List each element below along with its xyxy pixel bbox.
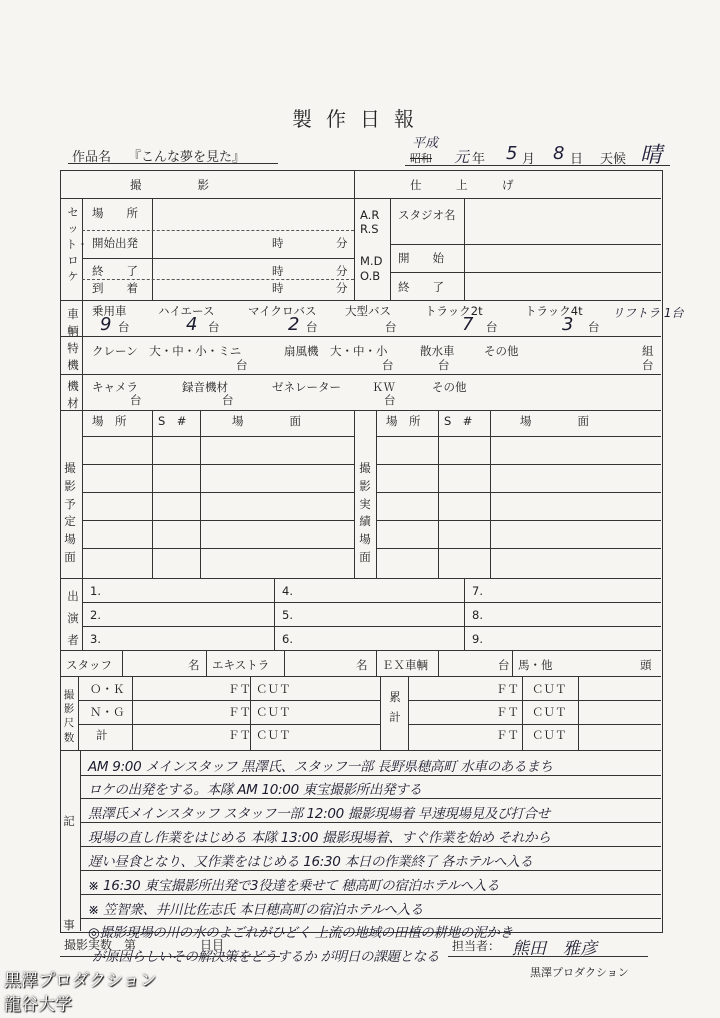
arrive-label: 到 着 — [92, 281, 138, 295]
weather-label: 天候 — [600, 152, 627, 167]
footage-label: 撮影尺数 — [63, 689, 75, 744]
cast-slot-4: 4. — [282, 584, 293, 598]
special-count-unit: 台 — [642, 358, 654, 372]
cast-slot-8: 8. — [472, 608, 483, 622]
truck4-count: 3 — [562, 314, 574, 335]
note-line: が原因らしいその解決策をどうするか が明日の課題となる — [92, 949, 440, 965]
note-line: ◎撮影現場の川の水のよごれがひどく 上流の地域の田植の耕地の泥かき — [88, 925, 513, 941]
kw-unit: 台 — [384, 393, 396, 407]
planned-scene-number-header: S # — [158, 414, 187, 428]
total-cut-unit: ＣＵＴ — [256, 728, 291, 742]
actual-scene-number-header: S # — [444, 414, 473, 428]
era-printed: 昭和 — [410, 152, 432, 165]
fan-label: 扇風機 大・中・小 — [284, 344, 388, 358]
weather-value: 晴 — [640, 143, 663, 168]
shoot-header: 撮 影 — [130, 178, 211, 192]
truck4-label: トラック4t — [525, 304, 583, 318]
note-line: AM 9:00 メインスタッフ 黒澤氏、スタッフ一部 長野県穂高町 水車のあるまち — [88, 759, 553, 775]
ng-label: Ｎ・Ｇ — [90, 705, 125, 719]
cast-slot-1: 1. — [90, 584, 101, 598]
cast-slot-9: 9. — [472, 632, 483, 646]
report-title: 製作日報 — [292, 107, 428, 131]
extra-unit: 名 — [356, 658, 368, 672]
passenger-unit: 台 — [118, 320, 130, 334]
actual-place-header: 場 所 — [386, 414, 421, 428]
horse-label: 馬・他 — [518, 658, 553, 672]
kw-label: ＫＷ — [372, 380, 395, 394]
sprinkler-unit: 台 — [438, 358, 450, 372]
truck4-unit: 台 — [588, 320, 600, 334]
studio-label: スタジオ名 — [398, 208, 456, 222]
hiace-unit: 台 — [208, 320, 220, 334]
end-label: 終 了 — [92, 264, 138, 278]
work-name: 『こんな夢を見た』 — [128, 150, 246, 165]
planned-scenes-label: 撮影予定場面 — [64, 461, 76, 565]
rs-label: R.S — [360, 222, 379, 236]
cast-slot-5: 5. — [282, 608, 293, 622]
depart-min-unit: 分 — [336, 236, 348, 250]
footage-total-label: 計 — [96, 728, 108, 742]
era-handwritten: 平成 — [412, 136, 439, 151]
camera-unit: 台 — [130, 393, 142, 407]
vehicles-label: 車輌 — [67, 307, 79, 338]
special-label: 特機 — [67, 341, 79, 372]
note-line: ※ 笠智衆、井川比佐志氏 本日穂高町の宿泊ホテルへ入る — [88, 902, 424, 918]
day-unit: 日 — [570, 152, 584, 167]
cast-slot-3: 3. — [90, 632, 101, 646]
fan-unit: 台 — [382, 358, 394, 372]
hiace-label: ハイエース — [158, 304, 215, 318]
ar-label: A.R — [360, 208, 380, 222]
charge-name: 熊田 雅彦 — [512, 939, 597, 959]
note-line: 現場の直し作業をはじめる 本隊 13:00 撮影現場着、すぐ作業を始め それから — [88, 830, 551, 846]
end-hour-unit: 時 — [272, 264, 284, 278]
finish-end-label: 終 了 — [398, 280, 444, 294]
equipment-other-label: その他 — [432, 380, 467, 394]
planned-scene-header: 場 面 — [232, 414, 301, 428]
staff-unit: 名 — [188, 658, 200, 672]
equipment-label: 機材 — [67, 379, 79, 410]
crane-unit: 台 — [236, 358, 248, 372]
ob-label: O.B — [360, 269, 381, 283]
passenger-count: 9 — [100, 314, 112, 335]
ok-cut-unit: ＣＵＴ — [256, 682, 291, 696]
microbus-unit: 台 — [306, 320, 318, 334]
passenger-label: 乗用車 — [92, 304, 127, 318]
cum-total-cut-unit: ＣＵＴ — [532, 728, 567, 742]
ex-car-unit: 台 — [498, 658, 510, 672]
depart-label: 開始出発 — [92, 236, 138, 250]
cum-total-ft-unit: ＦＴ — [496, 728, 519, 742]
depart-hour-unit: 時 — [272, 236, 284, 250]
cast-slot-2: 2. — [90, 608, 101, 622]
special-other-label: その他 — [484, 344, 519, 358]
recorder-unit: 台 — [222, 393, 234, 407]
notes-label: 記事 — [63, 814, 75, 932]
cumulative-label: 累計 — [389, 690, 401, 724]
actual-scene-header: 場 面 — [520, 414, 589, 428]
ex-car-label: ＥＸ車輌 — [382, 658, 428, 672]
start-label: 開 始 — [398, 251, 444, 265]
actual-scenes-label: 撮影実績場面 — [359, 461, 371, 565]
day-value: 8 — [553, 143, 565, 164]
truck2-label: トラック2t — [425, 304, 483, 318]
bus-label: 大型バス — [345, 304, 391, 318]
work-label: 作品名 — [72, 150, 112, 165]
note-line: 遅い昼食となり、又作業をはじめる 16:30 本日の作業終了 各ホテルへ入る — [88, 854, 533, 870]
ok-ft-unit: ＦＴ — [228, 682, 251, 696]
ok-label: Ｏ・Ｋ — [90, 682, 125, 696]
cum-ng-ft-unit: ＦＴ — [496, 705, 519, 719]
truck2-count: 7 — [462, 314, 474, 335]
cast-slot-6: 6. — [282, 632, 293, 646]
sprinkler-label: 散水車 — [420, 344, 455, 358]
recorder-label: 録音機材 — [182, 380, 228, 394]
note-line: 黒澤氏メインスタッフ スタッフ一部 12:00 撮影現場着 早速現場見及び打合せ — [88, 806, 550, 822]
crane-label: クレーン 大・中・小・ミニ — [92, 344, 242, 358]
actual-days-unit: 日目 — [200, 938, 225, 952]
extra-label: エキストラ — [212, 658, 270, 672]
planned-place-header: 場 所 — [92, 414, 127, 428]
ng-ft-unit: ＦＴ — [228, 705, 251, 719]
end-min-unit: 分 — [336, 264, 348, 278]
generator-label: ゼネレーター — [272, 380, 341, 394]
watermark-line1: 黒澤プロダクション — [4, 971, 157, 991]
bus-unit: 台 — [385, 320, 397, 334]
year-value: 元 — [454, 148, 470, 166]
horse-unit: 頭 — [640, 658, 652, 672]
month-value: 5 — [506, 143, 518, 164]
watermark-line2: 龍谷大学 — [4, 995, 72, 1015]
note-line: ロケの出発をする。本隊 AM 10:00 東宝撮影所出発する — [88, 782, 422, 798]
microbus-label: マイクロバス — [248, 304, 317, 318]
arrive-hour-unit: 時 — [272, 281, 284, 295]
place-label: 場 所 — [92, 206, 138, 220]
charge-label: 担当者： — [452, 939, 501, 953]
month-unit: 月 — [522, 152, 536, 167]
staff-label: スタッフ — [66, 658, 112, 672]
hiace-count: 4 — [186, 314, 198, 335]
year-unit: 年 — [472, 152, 486, 167]
cum-ng-cut-unit: ＣＵＴ — [532, 705, 567, 719]
note-line: ※ 16:30 東宝撮影所出発で3役達を乗せて 穂高町の宿泊ホテルへ入る — [88, 878, 500, 894]
cum-ok-cut-unit: ＣＵＴ — [532, 682, 567, 696]
cast-slot-7: 7. — [472, 584, 483, 598]
actual-days-label: 撮影実数 第 — [64, 938, 137, 952]
camera-label: キャメラ — [92, 380, 138, 394]
ng-cut-unit: ＣＵＴ — [256, 705, 291, 719]
set-loc-label: セット・ロケ — [66, 206, 88, 283]
finish-header: 仕 上 げ — [410, 178, 514, 192]
lift-note: リフトラ 1台 — [612, 306, 684, 320]
special-set-unit: 組 — [642, 344, 654, 358]
company-name: 黒澤プロダクション — [530, 966, 629, 979]
truck2-unit: 台 — [486, 320, 498, 334]
cum-ok-ft-unit: ＦＴ — [496, 682, 519, 696]
total-ft-unit: ＦＴ — [228, 728, 251, 742]
microbus-count: 2 — [288, 314, 300, 335]
cast-label: 出演者 — [67, 589, 79, 647]
arrive-min-unit: 分 — [336, 281, 348, 295]
md-label: M.D — [360, 254, 383, 268]
